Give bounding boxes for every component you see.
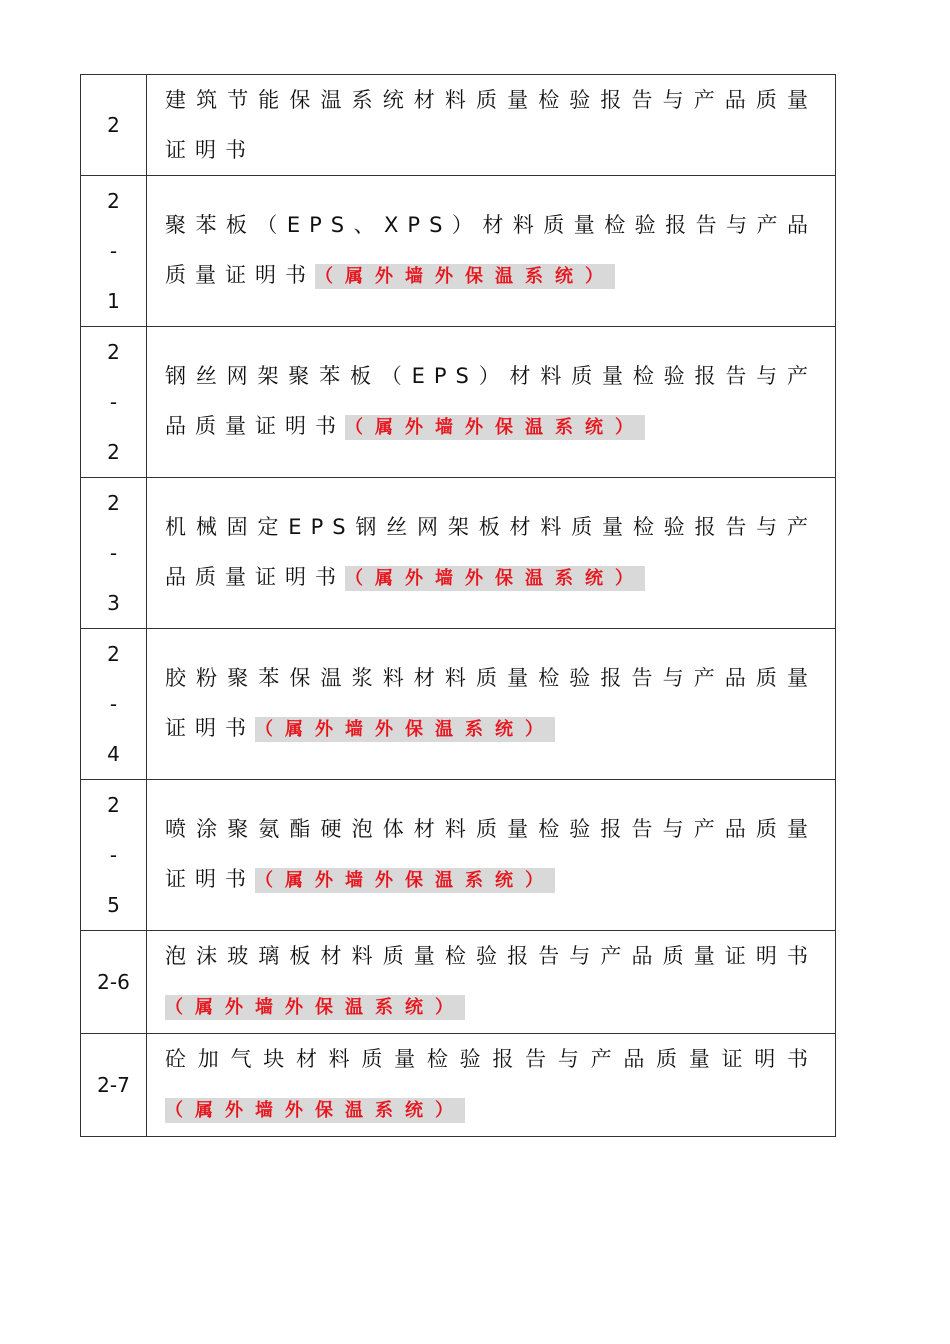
row-number-part: 2 [107,491,120,515]
row-description [147,629,836,780]
row-description [147,1034,836,1137]
table-row [81,629,836,780]
system-category-tag: （属外墙外保温系统） [255,870,555,891]
table-row [81,780,836,931]
row-number-part: - [109,390,118,414]
row-number-part: 1 [107,289,120,313]
row-number [81,478,147,629]
row-number [81,75,147,176]
row-number-part: 4 [107,742,120,766]
system-category-tag: （属外墙外保温系统） [315,266,615,287]
row-number [81,176,147,327]
row-number-part: 2 [107,189,120,213]
row-description-text: 喷涂聚氨酯硬泡体材料质量检验报告与产品质量证明书 [165,817,817,891]
row-number-part: 2 [107,793,120,817]
row-description [147,780,836,931]
table-row [81,478,836,629]
system-category-tag: （属外墙外保温系统） [345,568,645,589]
row-number [81,1034,147,1137]
row-description-text: 钢丝网架聚苯板（EPS）材料质量检验报告与产品质量证明书 [165,364,817,438]
row-number-part: - [109,843,118,867]
row-description-text: 机械固定EPS钢丝网架板材料质量检验报告与产品质量证明书 [165,515,817,589]
row-description [147,327,836,478]
certificate-table [80,74,836,1137]
system-category-tag: （属外墙外保温系统） [165,997,465,1018]
row-number [81,327,147,478]
row-description-text: 建筑节能保温系统材料质量检验报告与产品质量证明书 [165,88,817,162]
row-description [147,75,836,176]
row-number [81,780,147,931]
row-description-text: 聚苯板（EPS、XPS）材料质量检验报告与产品质量证明书 [165,213,817,287]
row-number-part: 2 [107,642,120,666]
row-number-part: - [109,541,118,565]
row-number [81,629,147,780]
row-number-text: 2-6 [97,970,130,994]
row-number [81,931,147,1034]
system-category-tag: （属外墙外保温系统） [345,417,645,438]
row-number-part: 2 [107,440,120,464]
system-category-tag: （属外墙外保温系统） [255,719,555,740]
row-description [147,176,836,327]
row-number-part: - [109,239,118,263]
row-number-part: - [109,692,118,716]
row-description-text: 砼加气块材料质量检验报告与产品质量证明书 [165,1047,817,1071]
row-description-text: 胶粉聚苯保温浆料材料质量检验报告与产品质量证明书 [165,666,817,740]
row-number-part: 3 [107,591,120,615]
row-number-part: 2 [107,340,120,364]
table-row [81,1034,836,1137]
row-number-text: 2 [107,113,120,137]
table-row [81,327,836,478]
row-number-text: 2-7 [97,1073,130,1097]
row-number-part: 5 [107,893,120,917]
table-row [81,176,836,327]
table-row [81,75,836,176]
system-category-tag: （属外墙外保温系统） [165,1100,465,1121]
row-description [147,478,836,629]
table-row [81,931,836,1034]
row-description-text: 泡沫玻璃板材料质量检验报告与产品质量证明书 [165,944,817,968]
row-description [147,931,836,1034]
